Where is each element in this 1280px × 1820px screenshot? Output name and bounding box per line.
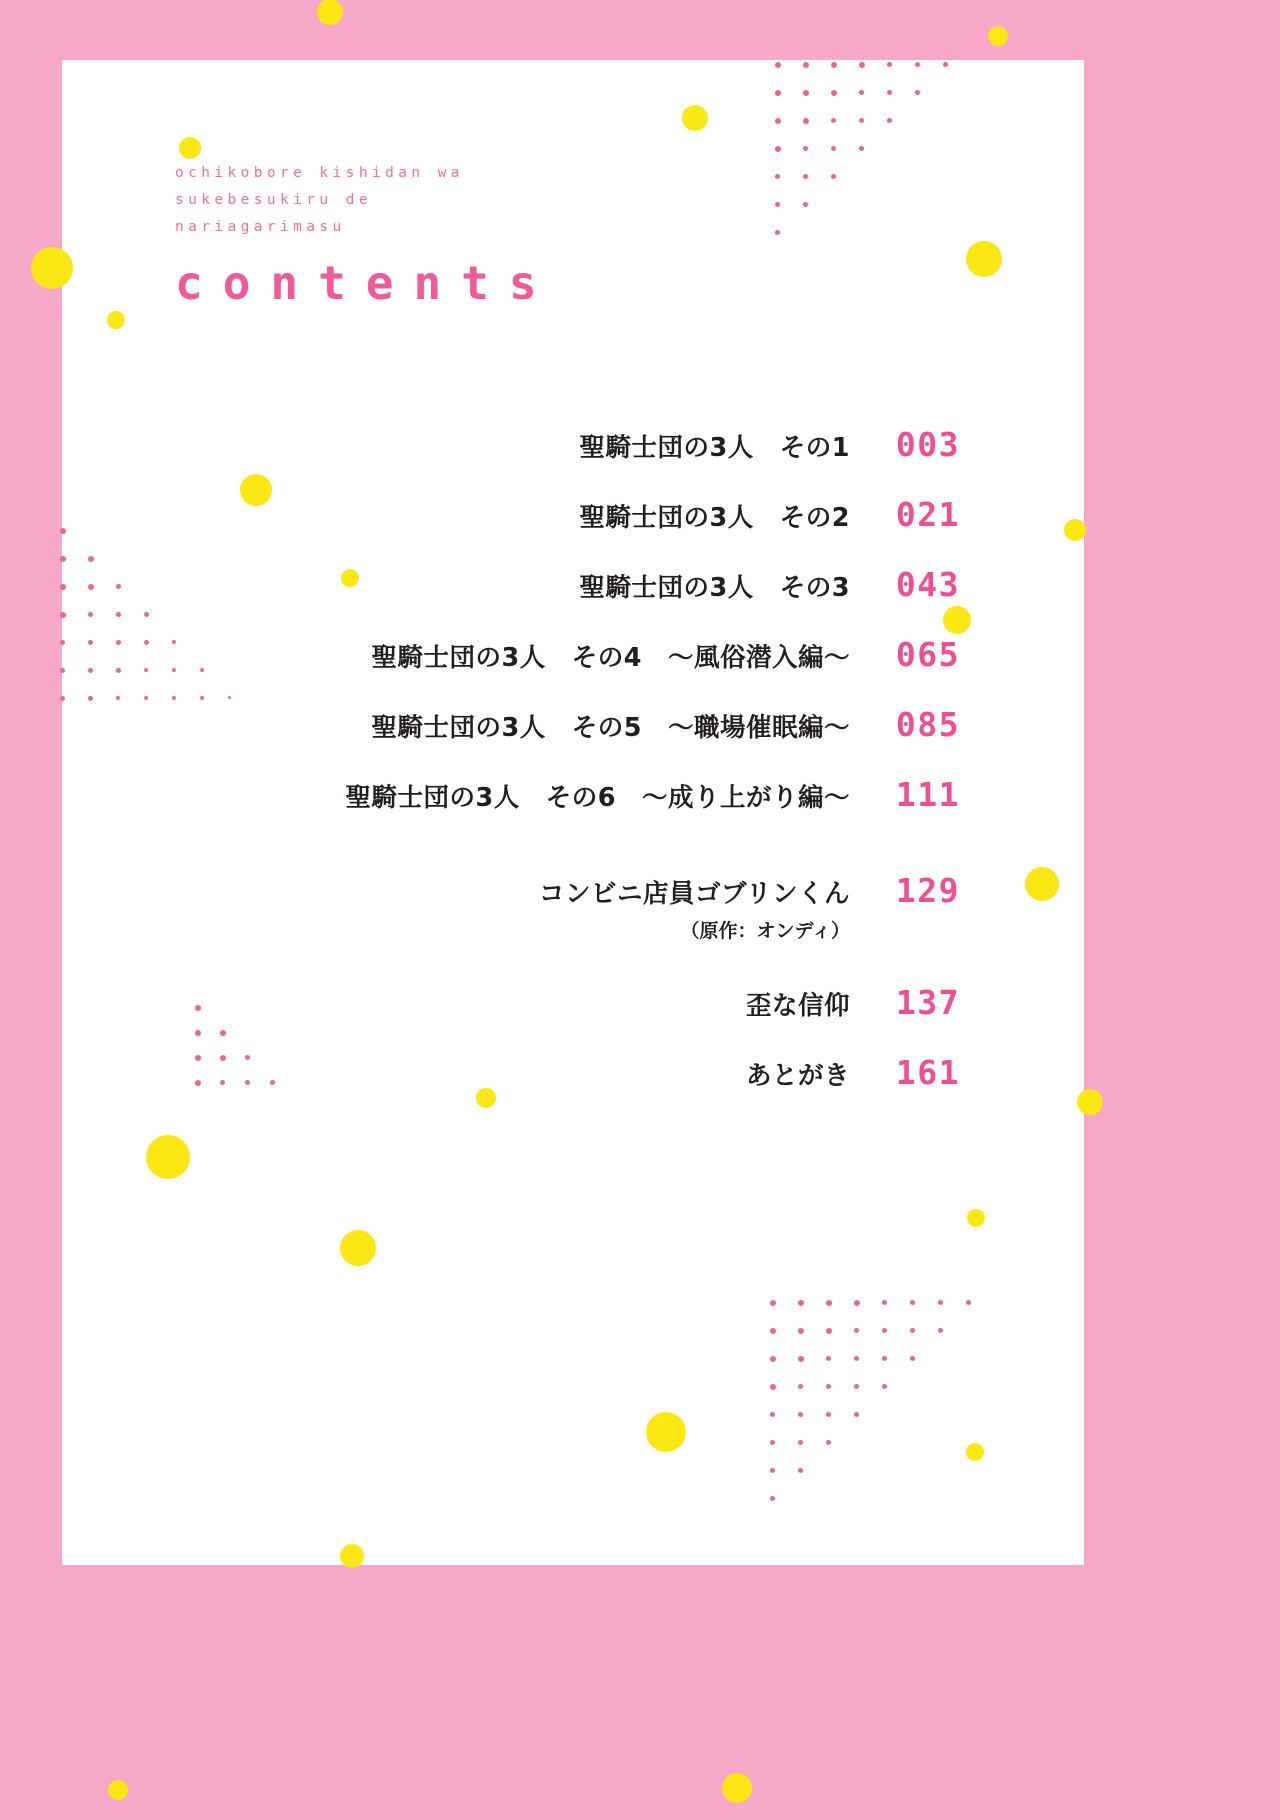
toc-entry[interactable] xyxy=(180,705,960,744)
yellow-dot xyxy=(317,0,343,25)
yellow-dot xyxy=(108,1780,128,1800)
toc-entry[interactable] xyxy=(180,1053,960,1092)
toc-entry-page: 021 xyxy=(895,495,960,534)
toc-entry[interactable] xyxy=(180,983,960,1022)
romaji-line-1: ochikobore kishidan wa xyxy=(175,165,464,181)
toc-entry-title: 歪な信仰 xyxy=(745,991,850,1021)
toc-entry-title: 聖騎士団の3人 その3 xyxy=(579,573,850,603)
toc-entry-page: 111 xyxy=(895,775,960,814)
toc-entry-title: 聖騎士団の3人 その4 〜風俗潜入編〜 xyxy=(371,643,850,673)
toc-entry-page: 065 xyxy=(895,635,960,674)
toc-entry[interactable] xyxy=(180,871,960,910)
yellow-dot xyxy=(988,26,1008,46)
toc-entry-title: コンビニ店員ゴブリンくん xyxy=(539,879,850,909)
toc-entry[interactable] xyxy=(180,495,960,534)
toc-entry-page: 085 xyxy=(895,705,960,744)
toc-spacer xyxy=(180,845,960,871)
toc-entry-page: 043 xyxy=(895,565,960,604)
toc-entry-title: 聖騎士団の3人 その5 〜職場催眠編〜 xyxy=(371,713,850,743)
header-block xyxy=(175,160,557,310)
toc-entry-page: 003 xyxy=(895,425,960,464)
romaji-line-3: nariagarimasu xyxy=(175,218,346,235)
toc-entry-title: あとがき xyxy=(745,1061,850,1091)
toc-entry-page: 137 xyxy=(895,983,960,1022)
page-title: contents xyxy=(175,256,557,311)
toc-entry[interactable] xyxy=(180,635,960,674)
toc-entry[interactable] xyxy=(180,775,960,814)
table-of-contents xyxy=(180,425,960,1123)
toc-entry[interactable] xyxy=(180,565,960,604)
toc-entry-subtitle: （原作：オンディ） xyxy=(680,920,850,942)
toc-entry-title: 聖騎士団の3人 その6 〜成り上がり編〜 xyxy=(345,783,850,813)
yellow-dot xyxy=(722,1773,752,1803)
toc-entry-title: 聖騎士団の3人 その1 xyxy=(579,433,850,463)
toc-entry[interactable] xyxy=(180,425,960,464)
toc-entry-title: 聖騎士団の3人 その2 xyxy=(579,503,850,533)
toc-entry-page: 161 xyxy=(895,1053,960,1092)
toc-entry-page: 129 xyxy=(895,871,960,910)
romaji-line-2: sukebesukiru de xyxy=(175,191,372,208)
